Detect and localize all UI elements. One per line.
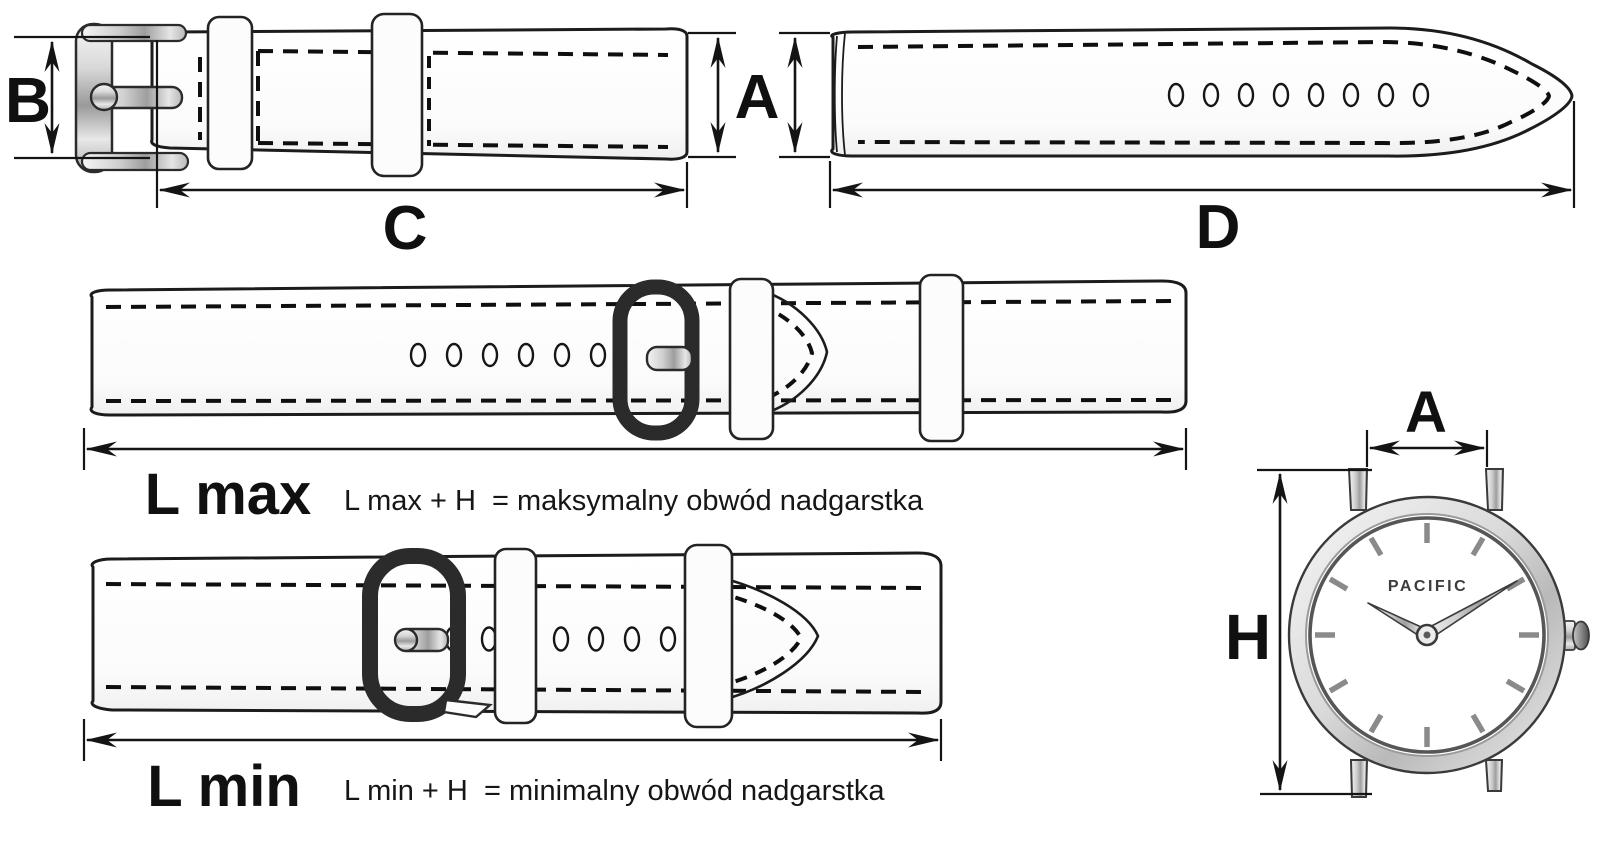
crown-cap (1573, 622, 1589, 650)
strap-keeper (495, 549, 536, 723)
hole (625, 628, 639, 651)
brand-text: PACIFIC (1387, 578, 1469, 595)
hole (1414, 84, 1428, 106)
buckle-prong (647, 347, 692, 370)
dim-a-straps (688, 33, 830, 157)
hole (555, 344, 569, 366)
lug-top-right (1486, 469, 1503, 510)
label-a-watch: A (1405, 380, 1447, 445)
strap-l-max (91, 275, 1186, 441)
strap-keeper (685, 545, 732, 727)
hole (1204, 84, 1218, 106)
hole (483, 344, 497, 366)
hole (447, 344, 461, 366)
buckle-frame-top (82, 25, 186, 41)
label-c: C (382, 194, 428, 263)
tail-strap-top-view (832, 28, 1572, 156)
label-d: D (1195, 193, 1241, 262)
strap-keeper (920, 275, 963, 441)
watch-face (1289, 469, 1589, 797)
hole (1274, 84, 1288, 106)
lug-bottom-right (1486, 760, 1502, 791)
label-a-straps: A (734, 63, 780, 132)
dim-l-min (84, 719, 941, 819)
buckle-prong-pivot (395, 629, 417, 651)
lug-bottom-left (1351, 760, 1367, 797)
formula-l-min: L min + H = minimalny obwód nadgarstka (344, 775, 885, 807)
label-b: B (4, 64, 52, 136)
label-l-max: L max (144, 462, 312, 527)
hole (1344, 84, 1358, 106)
hole (519, 344, 533, 366)
formula-l-max: L max + H = maksymalny obwód nadgarstka (344, 485, 924, 517)
hole (1239, 84, 1253, 106)
lug-top-left (1349, 469, 1367, 510)
buckle-frame-bottom (82, 153, 188, 170)
strap-keeper (208, 17, 252, 169)
hole (554, 628, 568, 651)
dim-a-watch (1367, 380, 1487, 467)
label-h: H (1224, 601, 1272, 673)
hole (661, 628, 675, 651)
hands-hub-dot (1424, 632, 1431, 639)
buckle-prong-pivot (91, 84, 117, 110)
strap-outline (91, 281, 1186, 415)
buckle-strap-top-view (76, 14, 687, 176)
strap-keeper (730, 279, 773, 439)
strap-l-min (92, 545, 941, 727)
hole (411, 344, 425, 366)
hole (1169, 84, 1183, 106)
dim-l-max (84, 428, 1186, 527)
hole (589, 628, 603, 651)
strap-keeper (372, 14, 422, 176)
hole (1379, 84, 1393, 106)
label-l-min: L min (147, 754, 301, 819)
hole (1309, 84, 1323, 106)
hole (591, 344, 605, 366)
